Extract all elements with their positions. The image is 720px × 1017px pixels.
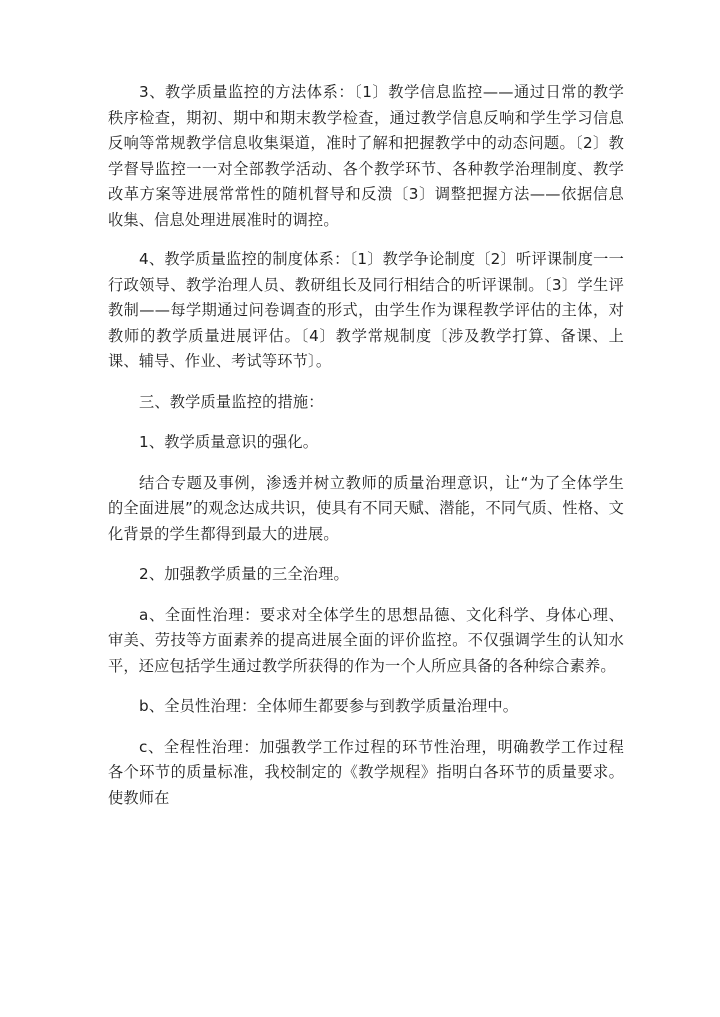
- paragraph-quality-awareness: 结合专题及事例，渗透并树立教师的质量治理意识，让“为了全体学生的全面进展”的观念达成共识，使具有不同天赋、潜能，不同气质、性格、文化背景的学生都得到最大的进展。: [108, 473, 624, 543]
- paragraph-all-staff-management: b、全员性治理：全体师生都要参与到教学质量治理中。: [139, 697, 519, 715]
- paragraph-comprehensive-management: a、全面性治理：要求对全体学生的思想品德、文化科学、身体心理、审美、劳技等方面素养的提高进展全面的评价监控。不仅强调学生的认知水平，还应包括学生通过教学所获得的作为一个人所应具备的各种综合素养。: [108, 605, 624, 675]
- section-heading-measures: 三、教学质量监控的措施：: [139, 392, 324, 411]
- item-heading-quality-awareness: 1、教学质量意识的强化。: [139, 433, 319, 451]
- item-heading-three-total-management: 2、加强教学质量的三全治理。: [139, 565, 349, 583]
- paragraph-method-system: 3、教学质量监控的方法体系：〔1〕教学信息监控——通过日常的教学秩序检查，期初、期中和期末教学检查，通过教学信息反响和学生学习信息反响等常规教学信息收集渠道，准时了解和把握教学中的动态问题。〔2〕教学督导监控一一对全部教学活动、各个教学环节、各种教学治理制度、教学改革方案等进展常常性的随机督导和反溃〔3〕调整把握方法——依据信息收集、信息处理进展准时的调控。: [108, 83, 624, 229]
- paragraph-institution-system: 4、教学质量监控的制度体系：〔1〕教学争论制度〔2〕听评课制度一一行政领导、教学治理人员、教研组长及同行相结合的听评课制。〔3〕学生评教制——每学期通过问卷调查的形式，由学生作为课程教学评估的主体，对教师的教学质量进展评估。〔4〕教学常规制度〔涉及教学打算、备课、上课、辅导、作业、考试等环节〕。: [108, 250, 624, 370]
- paragraph-whole-process-management: c、全程性治理：加强教学工作过程的环节性治理，明确教学工作过程各个环节的质量标准，我校制定的《教学规程》指明白各环节的质量要求。使教师在: [108, 737, 624, 807]
